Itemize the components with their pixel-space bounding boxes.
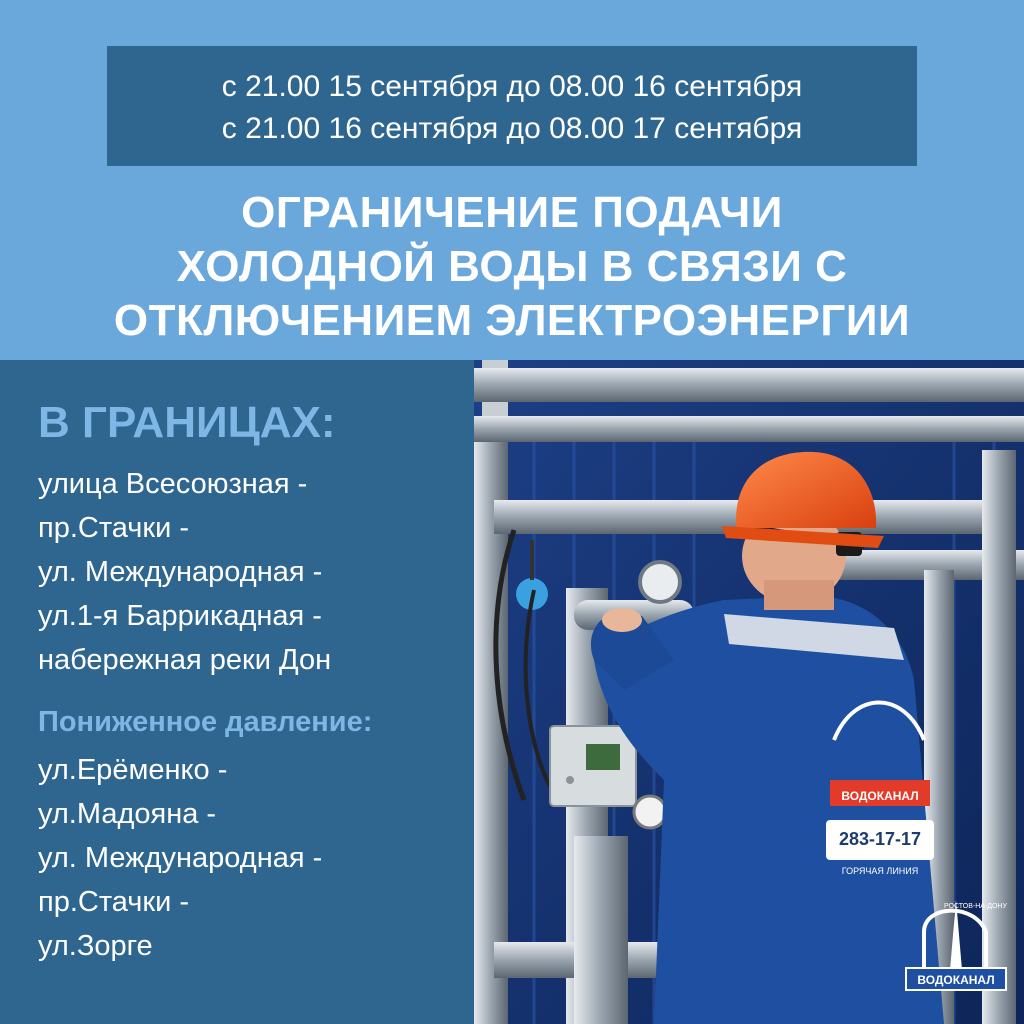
list-item: улица Всесоюзная - — [38, 468, 308, 500]
date-range-2: с 21.00 16 сентября до 08.00 17 сентября — [221, 112, 803, 145]
list-item: ул. Международная - — [38, 556, 323, 588]
date-range-1: с 21.00 15 сентября до 08.00 16 сентября — [221, 70, 803, 103]
jacket-phone-text: 283-17-17 — [838, 829, 922, 849]
pressure-street-list — [38, 748, 468, 968]
jacket-hotline-text: ГОРЯЧАЯ ЛИНИЯ — [841, 866, 919, 876]
pressure-heading: Пониженное давление: — [38, 706, 373, 738]
list-item: набережная реки Дон — [38, 644, 332, 676]
list-item: ул.Зорге — [38, 930, 153, 962]
logo-text: ВОДОКАНАЛ — [917, 973, 995, 987]
list-item: ул.Ерёменко - — [38, 754, 228, 786]
dates-box — [107, 46, 917, 166]
headline-line-1: ОГРАНИЧЕНИЕ ПОДАЧИ — [241, 188, 783, 237]
list-item: ул. Международная - — [38, 842, 323, 874]
list-item: ул.Мадояна - — [38, 798, 217, 830]
worker-photo — [474, 360, 1024, 1024]
headline-line-3: ОТКЛЮЧЕНИЕМ ЭЛЕКТРОЭНЕРГИИ — [113, 296, 911, 345]
headline — [0, 186, 1024, 348]
logo-arc-text: РОСТОВ-НА-ДОНУ — [944, 903, 1007, 910]
headline-line-2: ХОЛОДНОЙ ВОДЫ В СВЯЗИ С — [176, 242, 848, 291]
jacket-brand-text: ВОДОКАНАЛ — [841, 789, 919, 803]
borders-heading: В ГРАНИЦАХ: — [38, 398, 336, 447]
list-item: пр.Стачки - — [38, 512, 189, 544]
borders-street-list — [38, 462, 468, 682]
list-item: пр.Стачки - — [38, 886, 189, 918]
list-item: ул.1-я Баррикадная - — [38, 600, 322, 632]
